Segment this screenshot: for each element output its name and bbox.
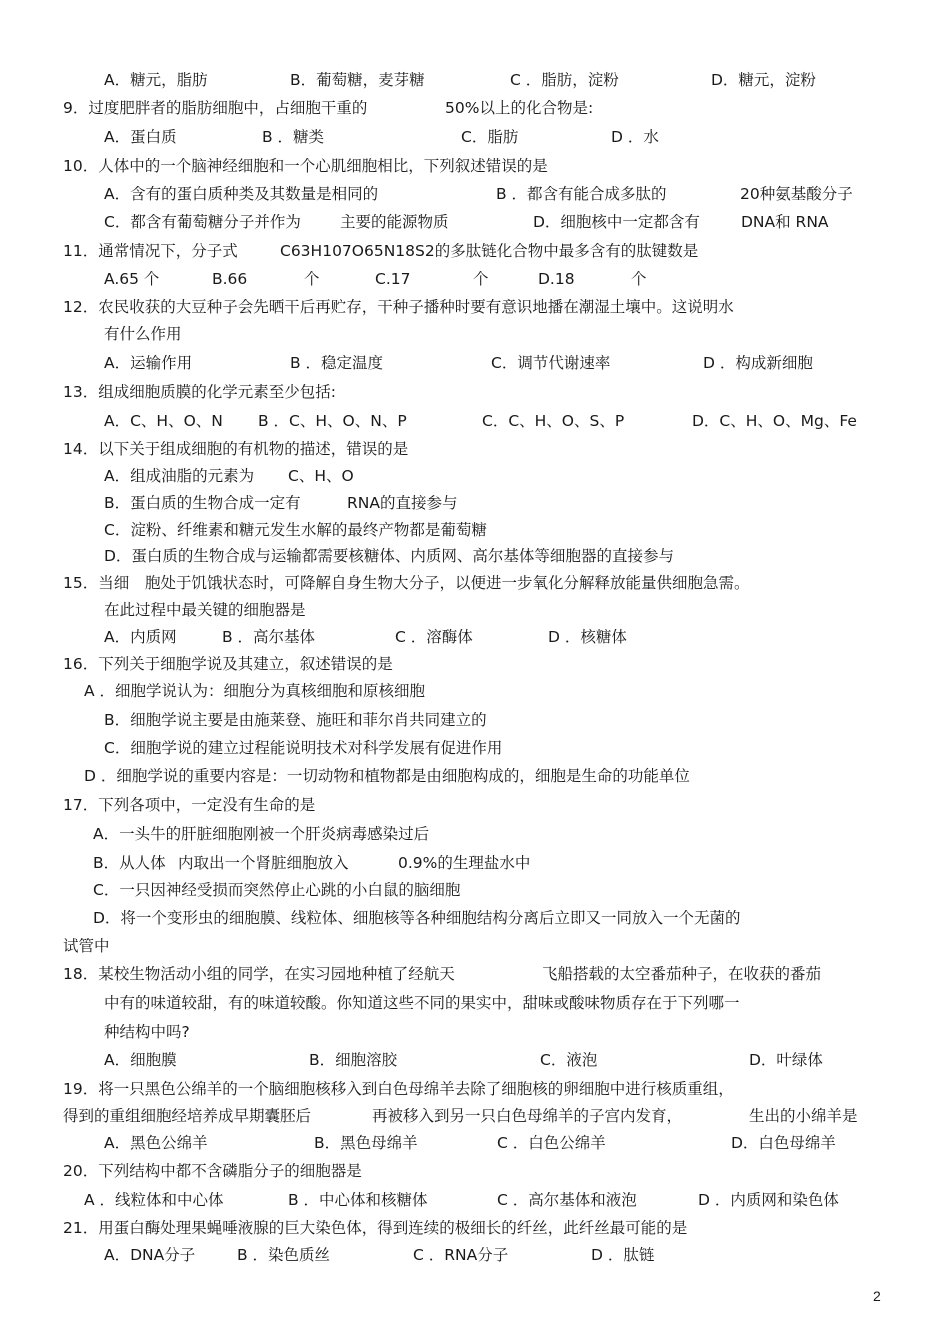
text-segment: B ．糖类 [262,128,325,146]
text-segment: A．黑色公绵羊 [104,1134,208,1152]
text-segment: RNA的直接参与 [347,494,458,512]
text-segment: A.65 个 [104,270,160,288]
text-segment: A．一头牛的肝脏细胞刚被一个肝炎病毒感染过后 [93,825,430,843]
text-segment: B ．染色质丝 [237,1246,331,1264]
text-segment: B．从人体 [93,854,166,872]
text-segment: C．细胞学说的建立过程能说明技术对科学发展有促进作用 [104,739,503,757]
text-segment: B．细胞学说主要是由施莱登、施旺和菲尔肖共同建立的 [104,711,487,729]
text-segment: 19．将一只黑色公绵羊的一个脑细胞核移入到白色母绵羊去除了细胞核的卵细胞中进行核质重组， [63,1080,734,1098]
text-segment: D．蛋白质的生物合成与运输都需要核糖体、内质网、高尔基体等细胞器的直接参与 [104,547,674,565]
text-segment: C ．高尔基体和液泡 [497,1191,637,1209]
text-segment: B ．中心体和核糖体 [288,1191,428,1209]
text-segment: A．糖元，脂肪 [104,71,208,89]
text-segment: 14．以下关于组成细胞的有机物的描述，错误的是 [63,440,409,458]
text-segment: 再被移入到另一只白色母绵羊的子宫内发育， [372,1107,683,1125]
text-segment: D．细胞核中一定都含有 [533,213,700,231]
text-segment: 20种氨基酸分子 [740,185,853,203]
text-segment: B ．都含有能合成多肽的 [496,185,667,203]
text-segment: A．蛋白质 [104,128,177,146]
text-segment: 个 [631,270,647,288]
text-segment: C ．脂肪，淀粉 [510,71,619,89]
text-segment: 0.9%的生理盐水中 [398,854,531,872]
text-segment: C、H、O [288,467,354,485]
text-segment: 有什么作用 [104,325,182,343]
text-segment: 11．通常情况下，分子式 [63,242,238,260]
text-segment: C．一只因神经受损而突然停止心跳的小白鼠的脑细胞 [93,881,461,899]
text-segment: A．C、H、O、N [104,412,223,430]
text-segment: 20．下列结构中都不含磷脂分子的细胞器是 [63,1162,362,1180]
text-segment: B．黑色母绵羊 [314,1134,418,1152]
text-segment: C．液泡 [540,1051,598,1069]
text-segment: C．淀粉、纤维素和糖元发生水解的最终产物都是葡萄糖 [104,521,487,539]
text-segment: 50%以上的化合物是: [445,99,594,117]
text-segment: A．细胞膜 [104,1051,177,1069]
text-segment: C．调节代谢速率 [491,354,611,372]
text-segment: D.18 [538,270,575,288]
text-segment: B．葡萄糖，麦芽糖 [290,71,425,89]
text-segment: B ．稳定温度 [290,354,384,372]
text-segment: 16．下列关于细胞学说及其建立，叙述错误的是 [63,655,393,673]
text-segment: D．糖元，淀粉 [711,71,816,89]
text-segment: C ．溶酶体 [395,628,473,646]
text-segment: A ．细胞学说认为：细胞分为真核细胞和原核细胞 [84,682,426,700]
text-segment: 21．用蛋白酶处理果蝇唾液腺的巨大染色体，得到连续的极细长的纤丝，此纤丝最可能的是 [63,1219,688,1237]
text-segment: D ．水 [611,128,659,146]
text-segment: A．组成油脂的元素为 [104,467,255,485]
text-segment: A．DNA分子 [104,1246,196,1264]
text-segment: 15．当细 [63,574,130,592]
text-segment: D ．内质网和染色体 [698,1191,839,1209]
text-segment: 生出的小绵羊是 [749,1107,858,1125]
text-segment: C63H107O65N18S2的多肽链化合物中最多含有的肽键数是 [280,242,699,260]
text-segment: C ．白色公绵羊 [497,1134,606,1152]
text-segment: A．运输作用 [104,354,193,372]
text-segment: 个 [304,270,320,288]
text-segment: D ．肽链 [591,1246,655,1264]
text-segment: C．都含有葡萄糖分子并作为 [104,213,301,231]
text-segment: D．将一个变形虫的细胞膜、线粒体、细胞核等各种细胞结构分离后立即又一同放入一个无菌的 [93,909,741,927]
text-segment: 个 [473,270,489,288]
text-segment: A ．线粒体和中心体 [84,1191,224,1209]
text-segment: 内取出一个肾脏细胞放入 [178,854,349,872]
text-segment: 中有的味道较甜，有的味道较酸。你知道这些不同的果实中，甜味或酸味物质存在于下列哪一 [104,994,740,1012]
text-segment: 得到的重组细胞经培养成早期囊胚后 [63,1107,312,1125]
page-number: 2 [873,1288,881,1304]
text-segment: B ．高尔基体 [222,628,316,646]
text-segment: D．叶绿体 [749,1051,823,1069]
text-segment: C ．RNA分子 [413,1246,509,1264]
text-segment: 在此过程中最关键的细胞器是 [104,601,306,619]
text-segment: C．脂肪 [461,128,519,146]
text-segment: B．细胞溶胶 [309,1051,398,1069]
text-segment: D ．构成新细胞 [703,354,813,372]
text-segment: C．C、H、O、S、P [482,412,625,430]
text-segment: D ．核糖体 [548,628,627,646]
text-segment: 12．农民收获的大豆种子会先晒干后再贮存，干种子播种时要有意识地播在潮湿土壤中。这说明水 [63,298,734,316]
text-segment: D．白色母绵羊 [731,1134,836,1152]
text-segment: C.17 [375,270,411,288]
text-segment: 种结构中吗? [104,1023,190,1041]
text-segment: A．含有的蛋白质种类及其数量是相同的 [104,185,379,203]
text-segment: B．蛋白质的生物合成一定有 [104,494,301,512]
text-segment: 飞船搭载的太空番茄种子，在收获的番茄 [542,965,822,983]
text-segment: 胞处于饥饿状态时，可降解自身生物大分子，以便进一步氧化分解释放能量供细胞急需。 [145,574,750,592]
text-segment: D．C、H、O、Mg、Fe [692,412,857,430]
text-segment: DNA和 RNA [741,213,829,231]
text-segment: B ．C、H、O、N、P [258,412,407,430]
text-segment: 10．人体中的一个脑神经细胞和一个心肌细胞相比，下列叙述错误的是 [63,157,548,175]
text-segment: A．内质网 [104,628,177,646]
text-segment: D ．细胞学说的重要内容是：一切动物和植物都是由细胞构成的，细胞是生命的功能单位 [84,767,690,785]
text-segment: 13．组成细胞质膜的化学元素至少包括: [63,383,336,401]
text-segment: B.66 [212,270,248,288]
text-segment: 试管中 [63,937,110,955]
text-segment: 9．过度肥胖者的脂肪细胞中，占细胞干重的 [63,99,368,117]
text-segment: 17．下列各项中，一定没有生命的是 [63,796,316,814]
text-segment: 18．某校生物活动小组的同学，在实习园地种植了经航天 [63,965,455,983]
text-segment: 主要的能源物质 [340,213,449,231]
